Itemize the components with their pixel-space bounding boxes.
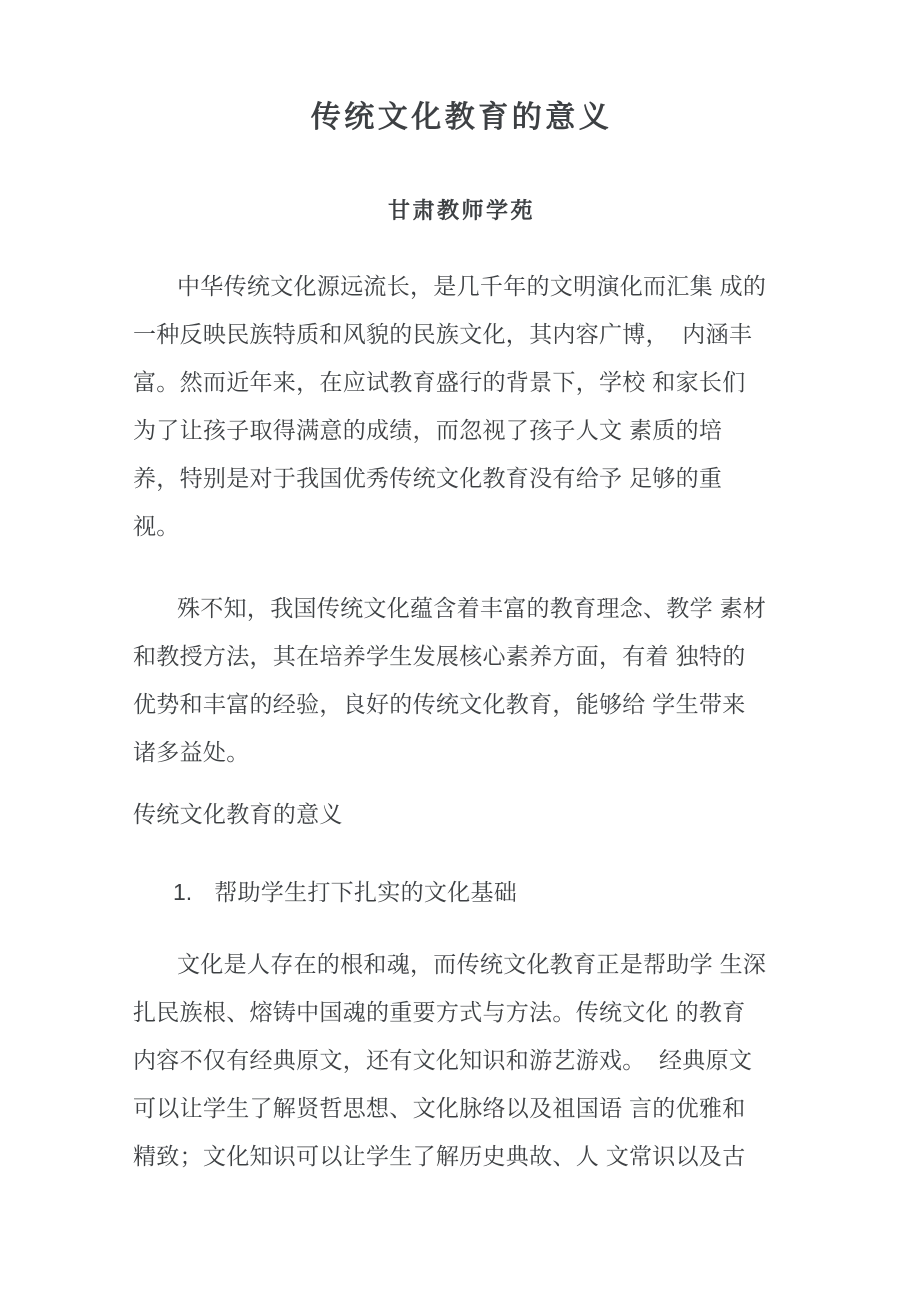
text-line: 富。然而近年来，在应试教育盛行的背景下，学校 和家长们: [133, 369, 746, 395]
list-number: 1.: [173, 879, 193, 905]
list-item-1: [133, 868, 790, 916]
text-line: 殊不知，我国传统文化蕴含着丰富的教育理念、教学 素材: [177, 595, 767, 621]
text-line: 精致；文化知识可以让学生了解历史典故、人 文常识以及古: [133, 1143, 746, 1169]
text-line: 内容不仅有经典原文，还有文化知识和游艺游戏。 经典原文: [133, 1047, 753, 1073]
byline: 甘肃教师学苑: [387, 198, 535, 223]
paragraph-2: [133, 584, 790, 776]
document-content: [0, 96, 920, 1180]
list-item-label: 帮助学生打下扎实的文化基础: [214, 879, 518, 905]
paragraph-1: [133, 262, 790, 550]
section-heading: 传统文化教育的意义: [133, 801, 343, 827]
text-line: 视。: [133, 513, 180, 539]
paragraph-3: [133, 940, 790, 1180]
text-line: 优势和丰富的经验，良好的传统文化教育，能够给 学生带来: [133, 691, 746, 717]
text-line: 扎民族根、熔铸中国魂的重要方式与方法。传统文化 的教育: [133, 999, 746, 1025]
document-title: 传统文化教育的意义: [310, 101, 613, 134]
text-line: 养，特别是对于我国优秀传统文化教育没有给予 足够的重: [133, 465, 723, 491]
text-line: 诸多益处。: [133, 739, 250, 765]
text-line: 一种反映民族特质和风貌的民族文化，其内容广博， 内涵丰: [133, 321, 753, 347]
text-line: 文化是人存在的根和魂，而传统文化教育正是帮助学 生深: [177, 951, 767, 977]
text-line: 中华传统文化源远流长，是几千年的文明演化而汇集 成的: [177, 273, 767, 299]
text-line: 和教授方法，其在培养学生发展核心素养方面，有着 独特的: [133, 643, 746, 669]
text-line: 可以让学生了解贤哲思想、文化脉络以及祖国语 言的优雅和: [133, 1095, 746, 1121]
text-line: 为了让孩子取得满意的成绩，而忽视了孩子人文 素质的培: [133, 417, 723, 443]
